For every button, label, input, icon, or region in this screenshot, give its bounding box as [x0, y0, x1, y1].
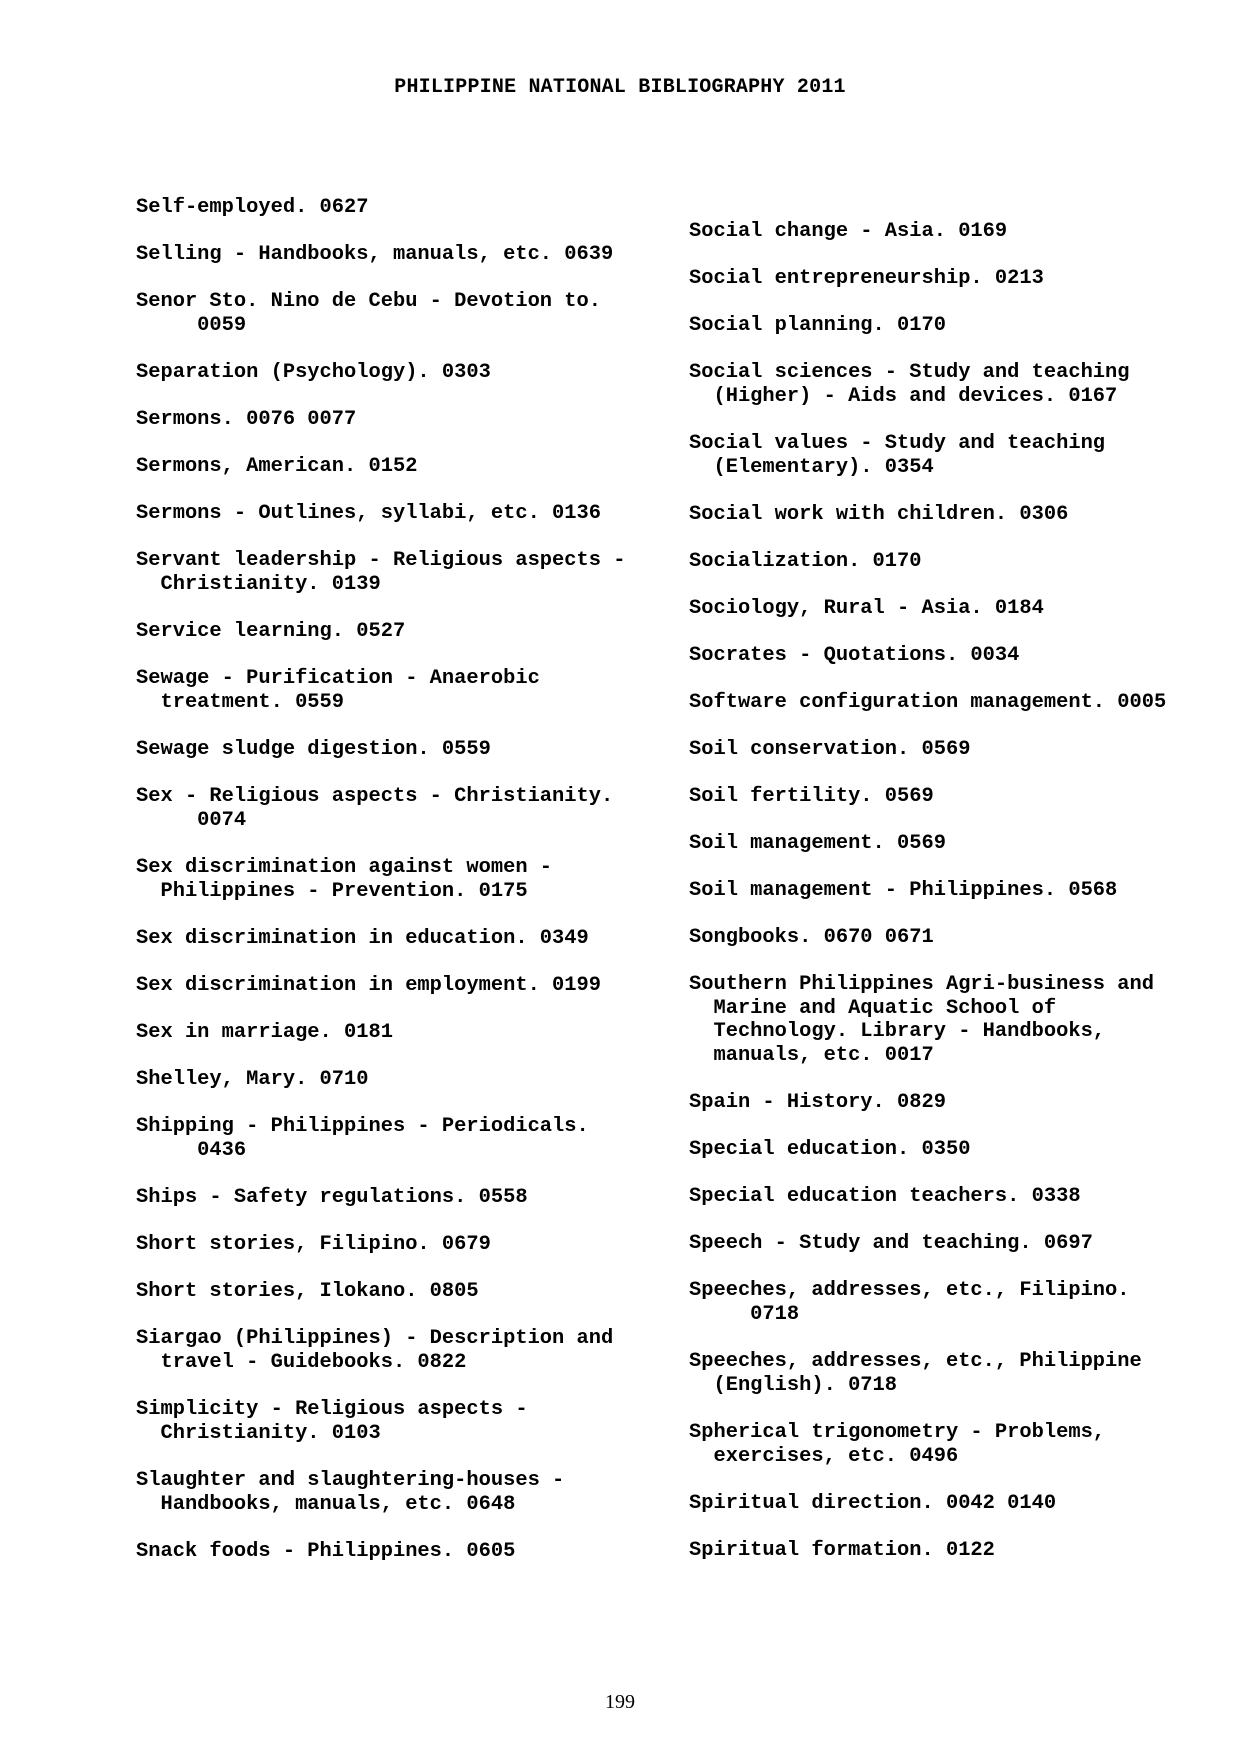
index-entry: Speeches, addresses, etc., Philippine (English). 0718 — [689, 1350, 1142, 1397]
index-entry: Social work with children. 0306 — [689, 503, 1069, 526]
index-entry: Soil fertility. 0569 — [689, 785, 934, 808]
index-entry: Shelley, Mary. 0710 — [136, 1068, 369, 1091]
page-title: PHILIPPINE NATIONAL BIBLIOGRAPHY 2011 — [394, 76, 846, 99]
index-entry: Sex in marriage. 0181 — [136, 1021, 393, 1044]
index-entry: Self-employed. 0627 — [136, 196, 369, 219]
index-entry: Short stories, Filipino. 0679 — [136, 1233, 491, 1256]
index-entry: Socialization. 0170 — [689, 550, 922, 573]
index-entry: Simplicity - Religious aspects - Christianity. 0103 — [136, 1398, 528, 1445]
index-entry: Sewage - Purification - Anaerobic treatment. 0559 — [136, 667, 540, 714]
index-entry: Sociology, Rural - Asia. 0184 — [689, 597, 1044, 620]
index-entry: Service learning. 0527 — [136, 620, 406, 643]
index-entry: Socrates - Quotations. 0034 — [689, 644, 1020, 667]
index-entry: Southern Philippines Agri-business and Marine and Aquatic School of Technology. Library - Handbooks, manuals, etc. 0017 — [689, 973, 1154, 1067]
index-entry: Snack foods - Philippines. 0605 — [136, 1540, 516, 1563]
index-entry: Soil management. 0569 — [689, 832, 946, 855]
index-entry: Speech - Study and teaching. 0697 — [689, 1232, 1093, 1255]
index-entry: Sex discrimination in education. 0349 — [136, 927, 589, 950]
index-entry: Special education teachers. 0338 — [689, 1185, 1081, 1208]
index-entry: Social planning. 0170 — [689, 314, 946, 337]
index-entry: Sermons. 0076 0077 — [136, 408, 357, 431]
page-number: 199 — [605, 1691, 635, 1713]
index-entry: Sermons, American. 0152 — [136, 455, 418, 478]
index-entry: Social entrepreneurship. 0213 — [689, 267, 1044, 290]
index-entry: Spiritual formation. 0122 — [689, 1539, 995, 1562]
index-entry: Sewage sludge digestion. 0559 — [136, 738, 491, 761]
index-entry: Shipping - Philippines - Periodicals. 0436 — [136, 1115, 589, 1162]
index-entry: Special education. 0350 — [689, 1138, 971, 1161]
index-entry: Sex discrimination against women - Philippines - Prevention. 0175 — [136, 856, 553, 903]
index-entry: Slaughter and slaughtering-houses - Handbooks, manuals, etc. 0648 — [136, 1469, 565, 1516]
index-entry: Sex - Religious aspects - Christianity. 0074 — [136, 785, 614, 832]
index-entry: Spain - History. 0829 — [689, 1091, 946, 1114]
index-entry: Spiritual direction. 0042 0140 — [689, 1492, 1057, 1515]
index-entry: Short stories, Ilokano. 0805 — [136, 1280, 479, 1303]
index-entry: Separation (Psychology). 0303 — [136, 361, 491, 384]
index-entry: Songbooks. 0670 0671 — [689, 926, 934, 949]
index-entry: Selling - Handbooks, manuals, etc. 0639 — [136, 243, 614, 266]
index-entry: Soil conservation. 0569 — [689, 738, 971, 761]
index-entry: Social values - Study and teaching (Elementary). 0354 — [689, 432, 1106, 479]
index-entry: Ships - Safety regulations. 0558 — [136, 1186, 528, 1209]
index-entry: Senor Sto. Nino de Cebu - Devotion to. 0059 — [136, 290, 601, 337]
index-entry: Social change - Asia. 0169 — [689, 220, 1008, 243]
index-entry: Sermons - Outlines, syllabi, etc. 0136 — [136, 502, 601, 525]
index-entry: Servant leadership - Religious aspects - Christianity. 0139 — [136, 549, 626, 596]
index-entry: Speeches, addresses, etc., Filipino. 0718 — [689, 1279, 1130, 1326]
index-entry: Siargao (Philippines) - Description and travel - Guidebooks. 0822 — [136, 1327, 614, 1374]
index-entry: Soil management - Philippines. 0568 — [689, 879, 1118, 902]
index-entry: Social sciences - Study and teaching (Higher) - Aids and devices. 0167 — [689, 361, 1130, 408]
index-entry: Spherical trigonometry - Problems, exercises, etc. 0496 — [689, 1421, 1106, 1468]
index-entry: Sex discrimination in employment. 0199 — [136, 974, 601, 997]
index-entry: Software configuration management. 0005 — [689, 691, 1167, 714]
